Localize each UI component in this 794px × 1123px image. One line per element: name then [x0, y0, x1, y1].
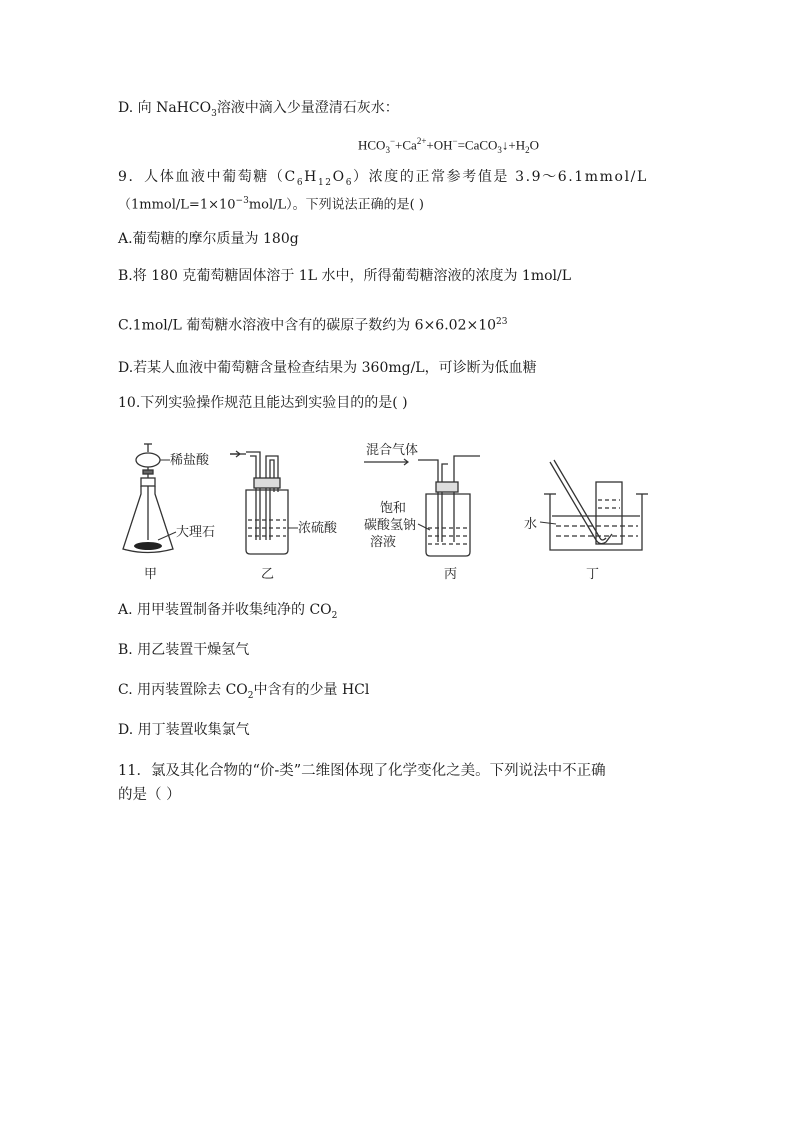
q8-option-d-equation: $HCO_3^-+Ca^{2+}+OH^-=CaCO_3↓+H_2O$ — [358, 136, 540, 155]
label-bing-gas: 混合气体 — [366, 443, 419, 458]
bing-gas-inlet-arrow — [364, 459, 408, 465]
apparatus-ding — [544, 460, 648, 550]
q10-option-a: A. 用甲装置制备并收集纯净的 $CO_2$ — [118, 602, 338, 621]
apparatus-bing — [418, 456, 480, 556]
label-bing: 丙 — [444, 567, 458, 582]
q9-option-c: C.1mol/L 葡萄糖水溶液中含有的碳原子数约为 $6\times 6.02\times 10^{23}$ — [118, 317, 508, 334]
q10-stem: 10.下列实验操作规范且能达到实验目的的是( ) — [118, 395, 408, 411]
bing-solution-leader — [418, 524, 430, 530]
q9-option-b: B.将 180 克葡萄糖固体溶于 1L 水中，所得葡萄糖溶液的浓度为 1mol/L — [118, 268, 572, 284]
q8-option-d: D. 向 NaHCO$_3$溶液中滴入少量澄清石灰水： — [118, 100, 399, 119]
label-jia-marble: 大理石 — [176, 525, 216, 540]
jia-marble-leader — [158, 532, 176, 540]
q10-apparatus-diagram — [118, 432, 678, 592]
label-jia-acid: 稀盐酸 — [170, 453, 210, 468]
ding-water-leader — [540, 522, 556, 524]
q10-option-b: B. 用乙装置干燥氢气 — [118, 642, 250, 658]
q9-option-a: A.葡萄糖的摩尔质量为 180g — [118, 231, 299, 247]
q9-option-d: D.若某人血液中葡萄糖含量检查结果为 360mg/L，可诊断为低血糖 — [118, 360, 537, 376]
q10-option-c: C. 用丙装置除去 $CO_2$中含有的少量 HCl — [118, 682, 370, 701]
q9-stem-line2: $(1mmol/L=1\times 10^{-3}mol/L)$。下列说法正确的是( ) — [118, 196, 424, 213]
label-bing-sol2: 碳酸氢钠 — [364, 518, 417, 533]
q11-stem-line1: 11．氯及其化合物的“价-类”二维图体现了化学变化之美。下列说法中不正确 — [118, 763, 606, 779]
marble-chips — [134, 542, 162, 550]
label-ding-water: 水 — [524, 517, 538, 532]
q9-stem-line1: 9．人体血液中葡萄糖$(C_6H_{12}O_6)$浓度的正常参考值是 3.9～6.1mmol/L — [118, 169, 648, 188]
yi-gas-inlet-arrow — [230, 451, 240, 457]
apparatus-yi — [230, 452, 288, 554]
label-bing-sol1: 饱和 — [380, 501, 407, 516]
label-yi-acid: 浓硫酸 — [298, 521, 338, 536]
label-yi: 乙 — [261, 567, 275, 582]
label-jia: 甲 — [144, 567, 158, 582]
q10-option-d: D. 用丁装置收集氯气 — [118, 722, 250, 738]
label-ding: 丁 — [586, 567, 600, 582]
label-bing-sol3: 溶液 — [370, 535, 397, 550]
q11-stem-line2: 的是（ ） — [118, 787, 181, 803]
